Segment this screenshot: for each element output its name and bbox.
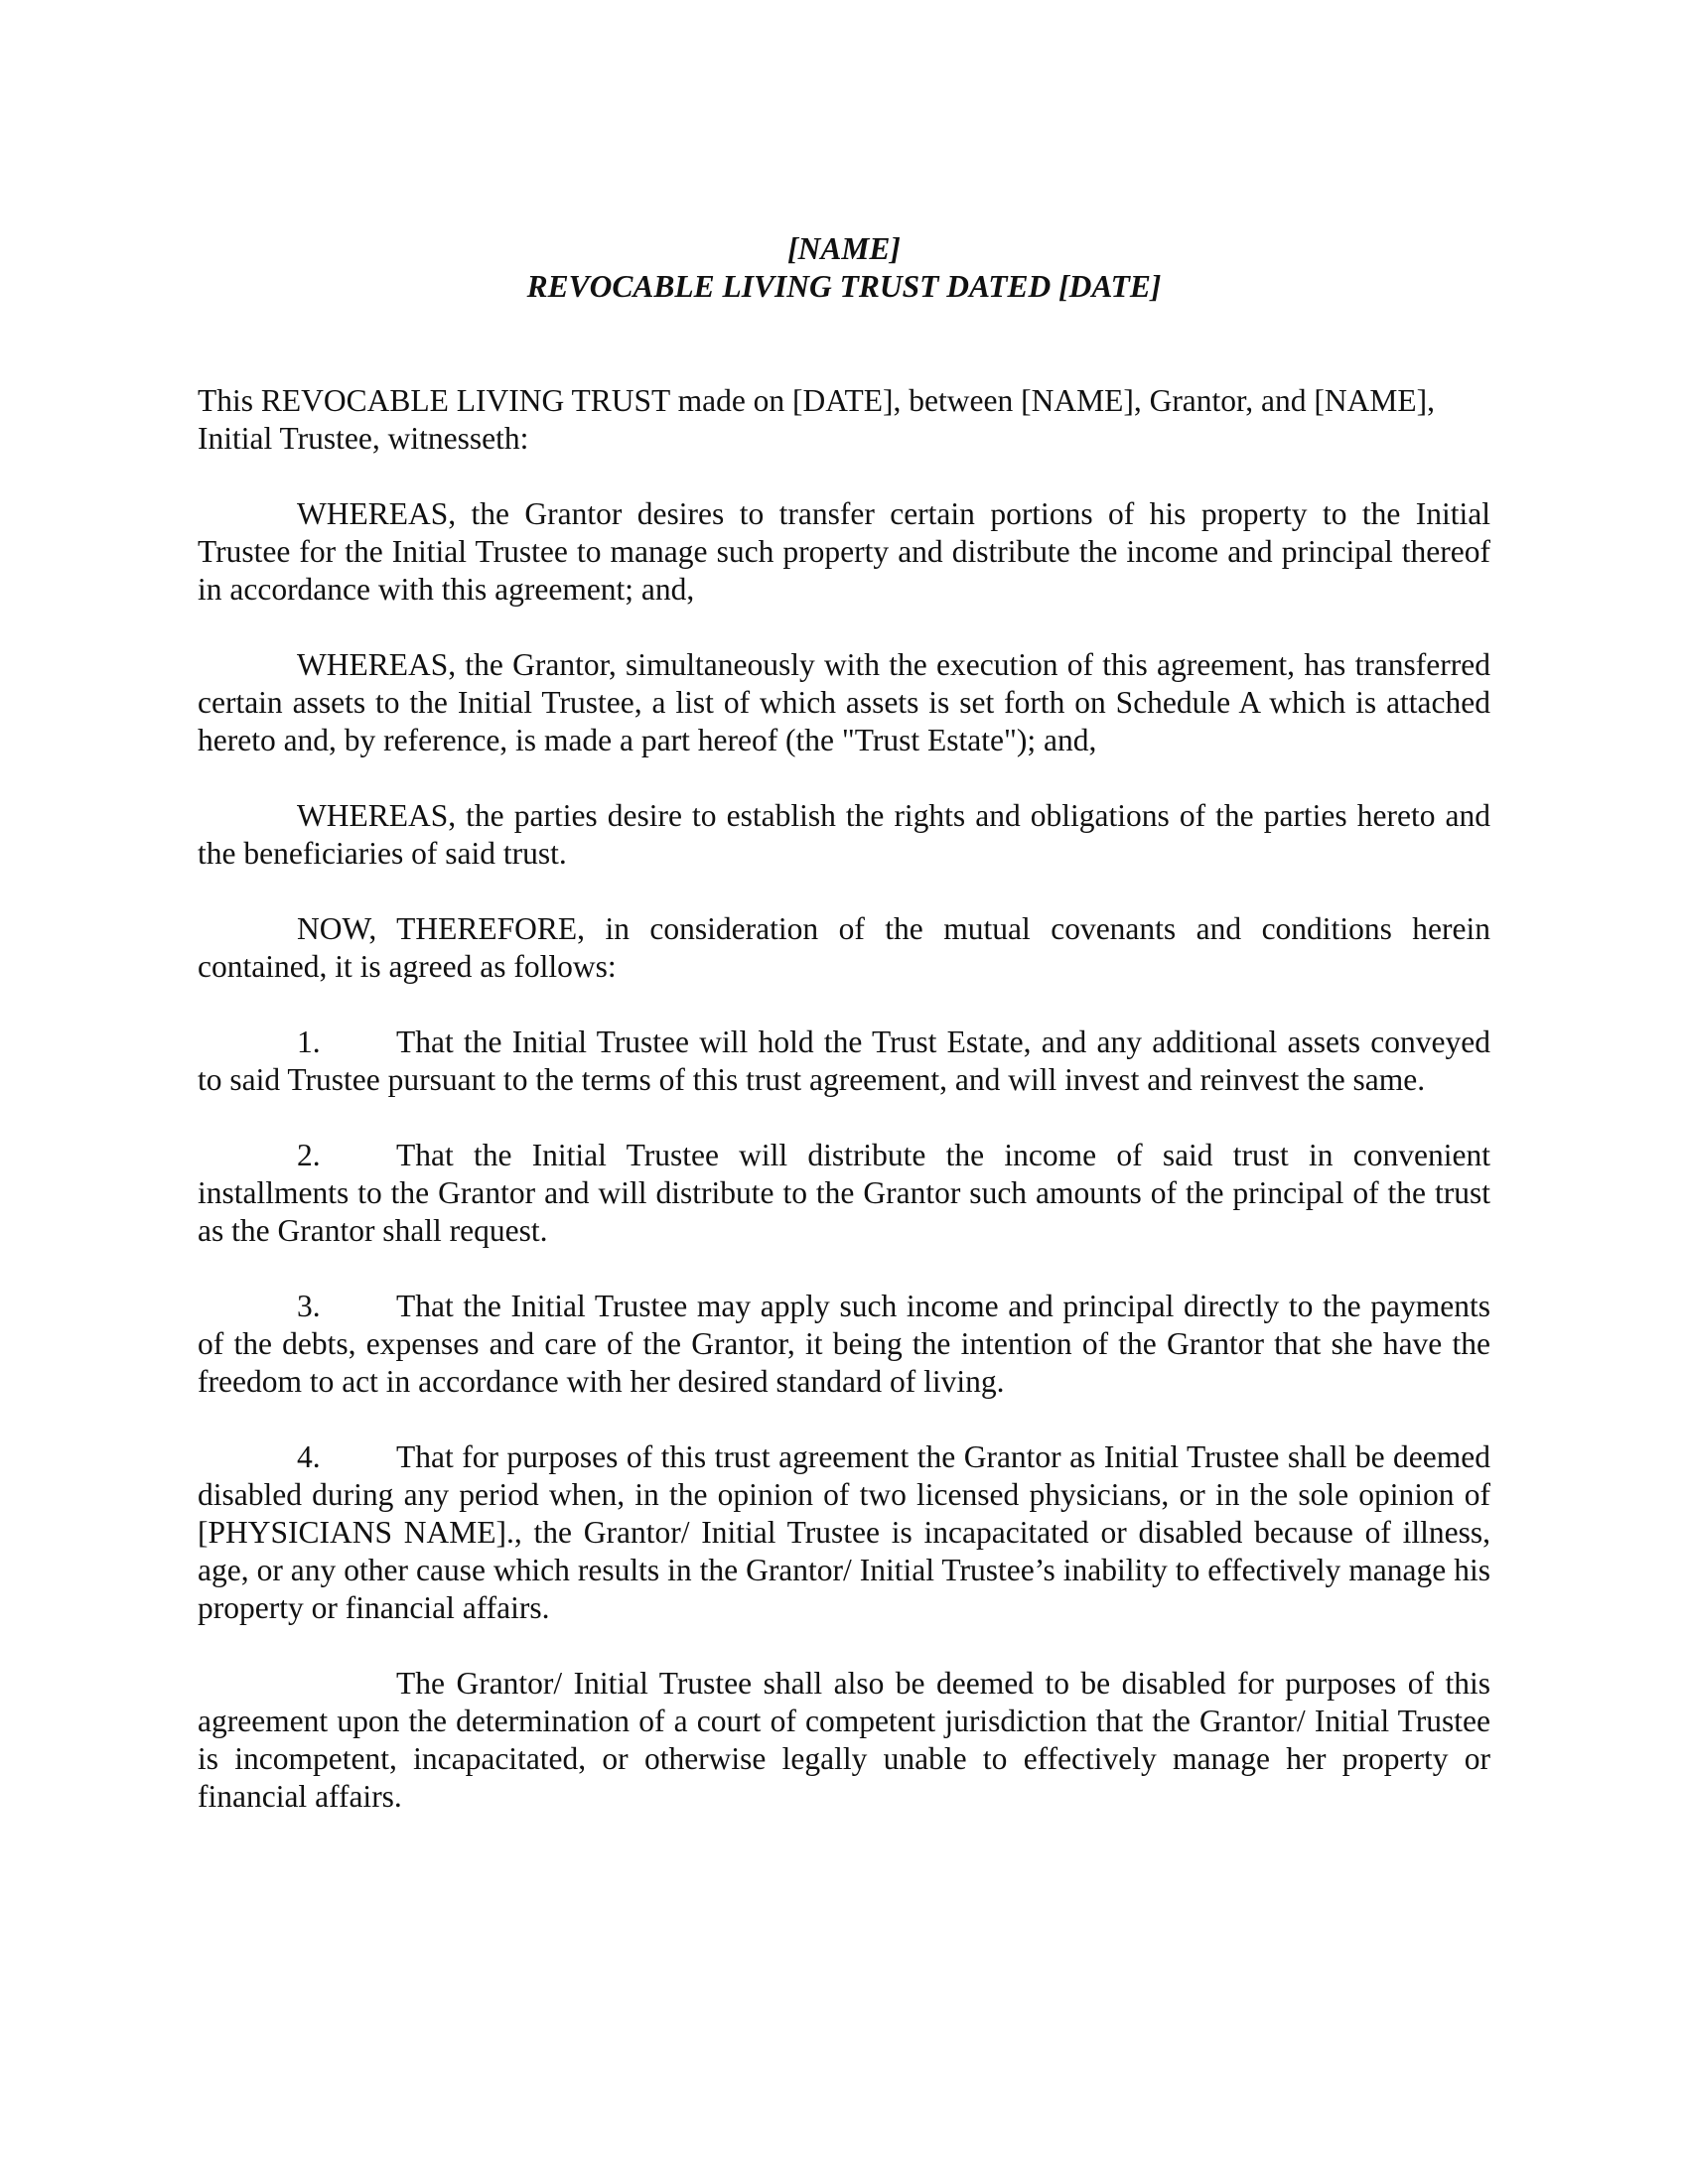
clause-number: 1. xyxy=(297,1024,321,1059)
clause-2 xyxy=(198,1137,1490,1250)
document-page xyxy=(198,230,1490,1853)
clause-text: That the Initial Trustee may apply such income and principal directly to the payments of the debts, expenses and care of the Grantor, it being the intention of the Grantor that she have the freedom to act in accordance with her desired standard of living. xyxy=(198,1289,1490,1399)
clause-text: That the Initial Trustee will hold the Trust Estate, and any additional assets conveyed to said Trustee pursuant to the terms of this trust agreement, and will invest and reinvest the same. xyxy=(198,1024,1490,1097)
title-name: [NAME] xyxy=(787,231,901,266)
clause-number: 3. xyxy=(297,1289,321,1323)
intro-paragraph: This REVOCABLE LIVING TRUST made on [DATE], between [NAME], Grantor, and [NAME], Initial Trustee, witnesseth: xyxy=(198,383,1435,456)
title-block xyxy=(198,230,1490,306)
whereas-paragraph-3: WHEREAS, the parties desire to establish the rights and obligations of the parties hereto and the beneficiaries of said trust. xyxy=(198,798,1490,871)
clause-number: 2. xyxy=(297,1138,321,1172)
clause-4 xyxy=(198,1438,1490,1627)
clause-text: That for purposes of this trust agreement the Grantor as Initial Trustee shall be deemed disabled during any period when, in the opinion of two licensed physicians, or in the sole opinion of [PHYSICIANS NAME]., the Grantor/ Initial Trustee is incapacitated or disabled because of illness, age, or any other cause which results in the Grantor/ Initial Trustee’s inability to effectively manage his property or financial affairs. xyxy=(198,1439,1490,1625)
clause-number: 4. xyxy=(297,1439,321,1474)
whereas-paragraph-1: WHEREAS, the Grantor desires to transfer certain portions of his property to the Initial Trustee for the Initial Trustee to manage such property and distribute the income and principal thereof in accordance with this agreement; and, xyxy=(198,496,1490,607)
title-trust: REVOCABLE LIVING TRUST DATED [DATE] xyxy=(526,269,1162,304)
whereas-paragraph-2: WHEREAS, the Grantor, simultaneously with the execution of this agreement, has transferred certain assets to the Initial Trustee, a list of which assets is set forth on Schedule A which is attached hereto and, by reference, is made a part hereof (the "Trust Estate"); and, xyxy=(198,647,1490,757)
clause-3 xyxy=(198,1288,1490,1401)
continuation-paragraph: The Grantor/ Initial Trustee shall also be deemed to be disabled for purposes of this agreement upon the determination of a court of competent jurisdiction that the Grantor/ Initial Trustee is incompetent, incapacitated, or otherwise legally unable to effectively manage her property or financial affairs. xyxy=(198,1666,1490,1814)
clause-1 xyxy=(198,1024,1490,1099)
clause-text: That the Initial Trustee will distribute the income of said trust in convenient installments to the Grantor and will distribute to the Grantor such amounts of the principal of the trust as the Grantor shall request. xyxy=(198,1138,1490,1248)
now-therefore-paragraph: NOW, THEREFORE, in consideration of the mutual covenants and conditions herein contained, it is agreed as follows: xyxy=(198,911,1490,984)
